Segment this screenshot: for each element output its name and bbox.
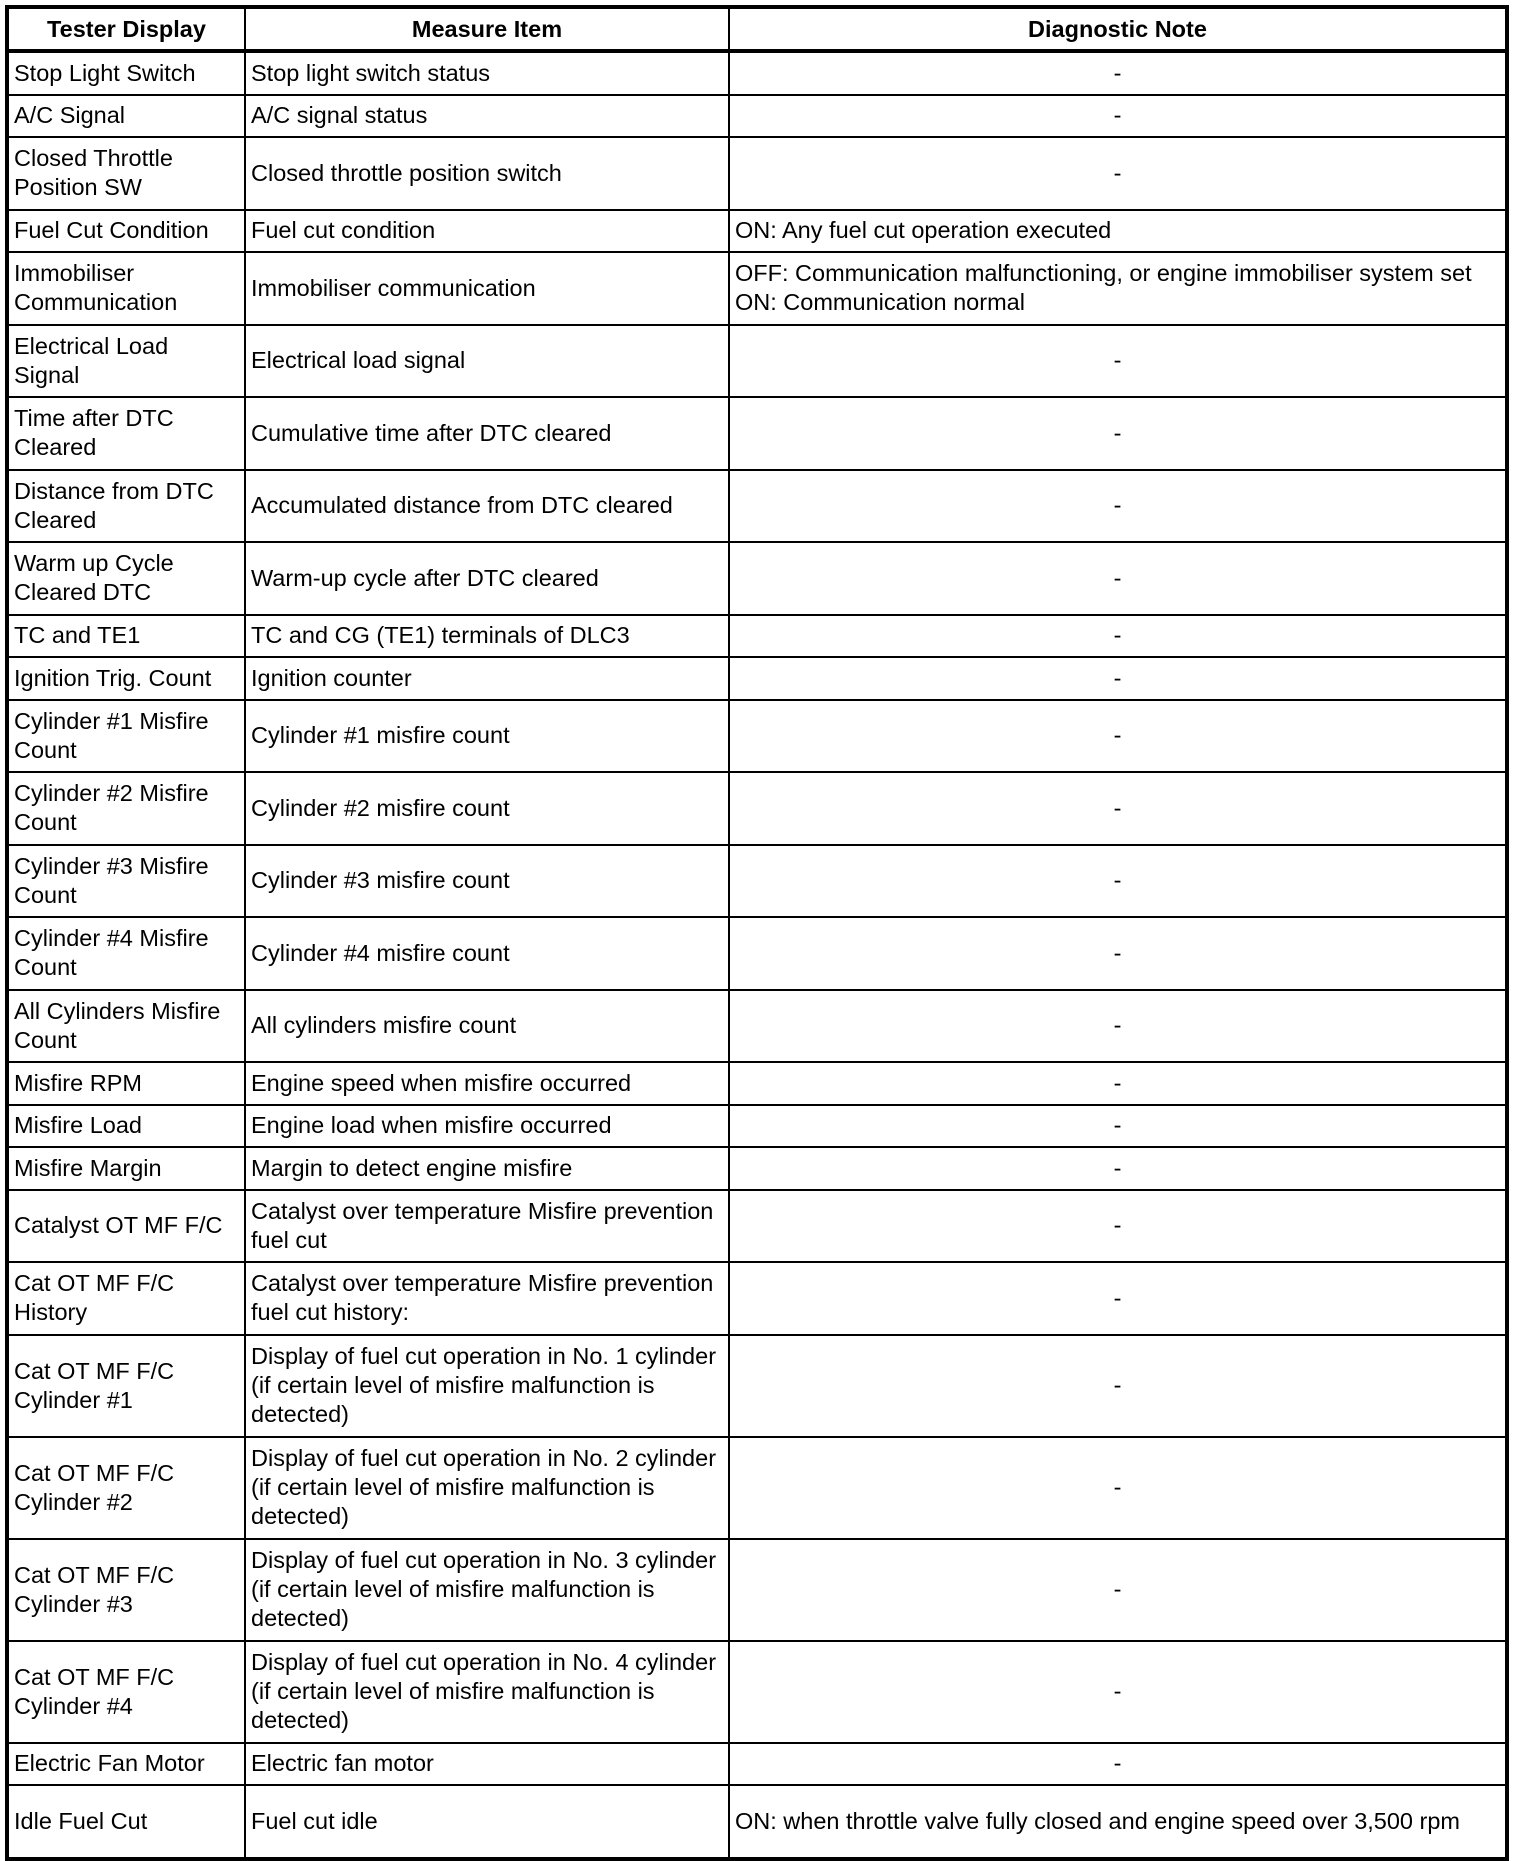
cell-diagnostic-note: -	[729, 1062, 1507, 1105]
header-measure-item: Measure Item	[245, 7, 729, 51]
cell-diagnostic-note: -	[729, 1105, 1507, 1148]
table-row	[7, 470, 1507, 543]
table-row	[7, 1105, 1507, 1148]
cell-tester-display: Ignition Trig. Count	[7, 657, 245, 700]
cell-measure-item: Display of fuel cut operation in No. 1 cylinder (if certain level of misfire malfunction is detected)	[245, 1335, 729, 1437]
cell-measure-item: Closed throttle position switch	[245, 137, 729, 210]
cell-tester-display: Electrical Load Signal	[7, 325, 245, 398]
cell-diagnostic-note: ON: when throttle valve fully closed and engine speed over 3,500 rpm	[729, 1785, 1507, 1859]
cell-measure-item: Catalyst over temperature Misfire prevention fuel cut	[245, 1190, 729, 1263]
cell-tester-display: Immobiliser Communication	[7, 252, 245, 325]
table-row	[7, 990, 1507, 1063]
cell-measure-item: Engine speed when misfire occurred	[245, 1062, 729, 1105]
cell-tester-display: Cylinder #1 Misfire Count	[7, 700, 245, 773]
cell-tester-display: Misfire Margin	[7, 1147, 245, 1190]
table-row	[7, 657, 1507, 700]
data-list-table	[5, 5, 1509, 1861]
header-tester-display: Tester Display	[7, 7, 245, 51]
cell-measure-item: Cumulative time after DTC cleared	[245, 397, 729, 470]
cell-diagnostic-note: -	[729, 51, 1507, 95]
cell-tester-display: Cat OT MF F/C Cylinder #3	[7, 1539, 245, 1641]
cell-diagnostic-note: -	[729, 917, 1507, 990]
table-row	[7, 252, 1507, 325]
cell-measure-item: Stop light switch status	[245, 51, 729, 95]
header-diagnostic-note: Diagnostic Note	[729, 7, 1507, 51]
table-row	[7, 1785, 1507, 1859]
cell-measure-item: Electrical load signal	[245, 325, 729, 398]
cell-diagnostic-note: -	[729, 542, 1507, 615]
table-header-row	[7, 7, 1507, 51]
table-row	[7, 95, 1507, 138]
cell-measure-item: Cylinder #4 misfire count	[245, 917, 729, 990]
table-row	[7, 1437, 1507, 1539]
cell-measure-item: Accumulated distance from DTC cleared	[245, 470, 729, 543]
cell-tester-display: TC and TE1	[7, 615, 245, 658]
table-row	[7, 397, 1507, 470]
cell-tester-display: Catalyst OT MF F/C	[7, 1190, 245, 1263]
cell-diagnostic-note: -	[729, 700, 1507, 773]
cell-measure-item: Cylinder #2 misfire count	[245, 772, 729, 845]
cell-tester-display: Cat OT MF F/C History	[7, 1262, 245, 1335]
cell-diagnostic-note: -	[729, 95, 1507, 138]
table-row	[7, 772, 1507, 845]
table-row	[7, 210, 1507, 253]
cell-diagnostic-note: -	[729, 1147, 1507, 1190]
cell-diagnostic-note: OFF: Communication malfunctioning, or engine immobiliser system set ON: Communication normal	[729, 252, 1507, 325]
cell-diagnostic-note: -	[729, 1641, 1507, 1743]
cell-measure-item: TC and CG (TE1) terminals of DLC3	[245, 615, 729, 658]
cell-tester-display: Cat OT MF F/C Cylinder #4	[7, 1641, 245, 1743]
cell-diagnostic-note: -	[729, 990, 1507, 1063]
cell-diagnostic-note: -	[729, 397, 1507, 470]
cell-tester-display: Fuel Cut Condition	[7, 210, 245, 253]
cell-tester-display: Distance from DTC Cleared	[7, 470, 245, 543]
cell-measure-item: All cylinders misfire count	[245, 990, 729, 1063]
cell-tester-display: Misfire RPM	[7, 1062, 245, 1105]
table-row	[7, 917, 1507, 990]
cell-tester-display: Warm up Cycle Cleared DTC	[7, 542, 245, 615]
cell-measure-item: Cylinder #3 misfire count	[245, 845, 729, 918]
cell-diagnostic-note: -	[729, 1190, 1507, 1263]
cell-tester-display: Cat OT MF F/C Cylinder #1	[7, 1335, 245, 1437]
cell-measure-item: Display of fuel cut operation in No. 3 cylinder (if certain level of misfire malfunction is detected)	[245, 1539, 729, 1641]
table-row	[7, 542, 1507, 615]
table-row	[7, 1262, 1507, 1335]
cell-measure-item: Cylinder #1 misfire count	[245, 700, 729, 773]
cell-tester-display: Cylinder #2 Misfire Count	[7, 772, 245, 845]
cell-diagnostic-note: -	[729, 1335, 1507, 1437]
table-body	[7, 51, 1507, 1859]
table-row	[7, 1743, 1507, 1786]
cell-diagnostic-note: -	[729, 1262, 1507, 1335]
cell-diagnostic-note: -	[729, 1437, 1507, 1539]
cell-tester-display: Electric Fan Motor	[7, 1743, 245, 1786]
cell-tester-display: Cylinder #4 Misfire Count	[7, 917, 245, 990]
cell-diagnostic-note: -	[729, 615, 1507, 658]
cell-tester-display: Stop Light Switch	[7, 51, 245, 95]
table-row	[7, 325, 1507, 398]
table-row	[7, 51, 1507, 95]
cell-diagnostic-note: -	[729, 657, 1507, 700]
cell-measure-item: Catalyst over temperature Misfire prevention fuel cut history:	[245, 1262, 729, 1335]
cell-diagnostic-note: -	[729, 325, 1507, 398]
cell-tester-display: Cylinder #3 Misfire Count	[7, 845, 245, 918]
cell-tester-display: Time after DTC Cleared	[7, 397, 245, 470]
cell-diagnostic-note: -	[729, 845, 1507, 918]
cell-tester-display: A/C Signal	[7, 95, 245, 138]
cell-measure-item: Display of fuel cut operation in No. 4 cylinder (if certain level of misfire malfunction is detected)	[245, 1641, 729, 1743]
cell-diagnostic-note: -	[729, 137, 1507, 210]
cell-measure-item: Display of fuel cut operation in No. 2 cylinder (if certain level of misfire malfunction is detected)	[245, 1437, 729, 1539]
table-row	[7, 845, 1507, 918]
cell-measure-item: Fuel cut idle	[245, 1785, 729, 1859]
cell-diagnostic-note: ON: Any fuel cut operation executed	[729, 210, 1507, 253]
table-row	[7, 1062, 1507, 1105]
cell-measure-item: Ignition counter	[245, 657, 729, 700]
cell-tester-display: Cat OT MF F/C Cylinder #2	[7, 1437, 245, 1539]
cell-measure-item: A/C signal status	[245, 95, 729, 138]
cell-measure-item: Immobiliser communication	[245, 252, 729, 325]
table-row	[7, 1190, 1507, 1263]
cell-diagnostic-note: -	[729, 1539, 1507, 1641]
cell-measure-item: Electric fan motor	[245, 1743, 729, 1786]
cell-measure-item: Engine load when misfire occurred	[245, 1105, 729, 1148]
table-row	[7, 1539, 1507, 1641]
table-row	[7, 615, 1507, 658]
cell-diagnostic-note: -	[729, 772, 1507, 845]
cell-tester-display: Idle Fuel Cut	[7, 1785, 245, 1859]
table-row	[7, 1641, 1507, 1743]
table-row	[7, 700, 1507, 773]
cell-tester-display: Closed Throttle Position SW	[7, 137, 245, 210]
cell-measure-item: Fuel cut condition	[245, 210, 729, 253]
cell-tester-display: Misfire Load	[7, 1105, 245, 1148]
table-row	[7, 1147, 1507, 1190]
cell-tester-display: All Cylinders Misfire Count	[7, 990, 245, 1063]
cell-diagnostic-note: -	[729, 1743, 1507, 1786]
table-row	[7, 1335, 1507, 1437]
cell-measure-item: Warm-up cycle after DTC cleared	[245, 542, 729, 615]
cell-measure-item: Margin to detect engine misfire	[245, 1147, 729, 1190]
cell-diagnostic-note: -	[729, 470, 1507, 543]
table-row	[7, 137, 1507, 210]
